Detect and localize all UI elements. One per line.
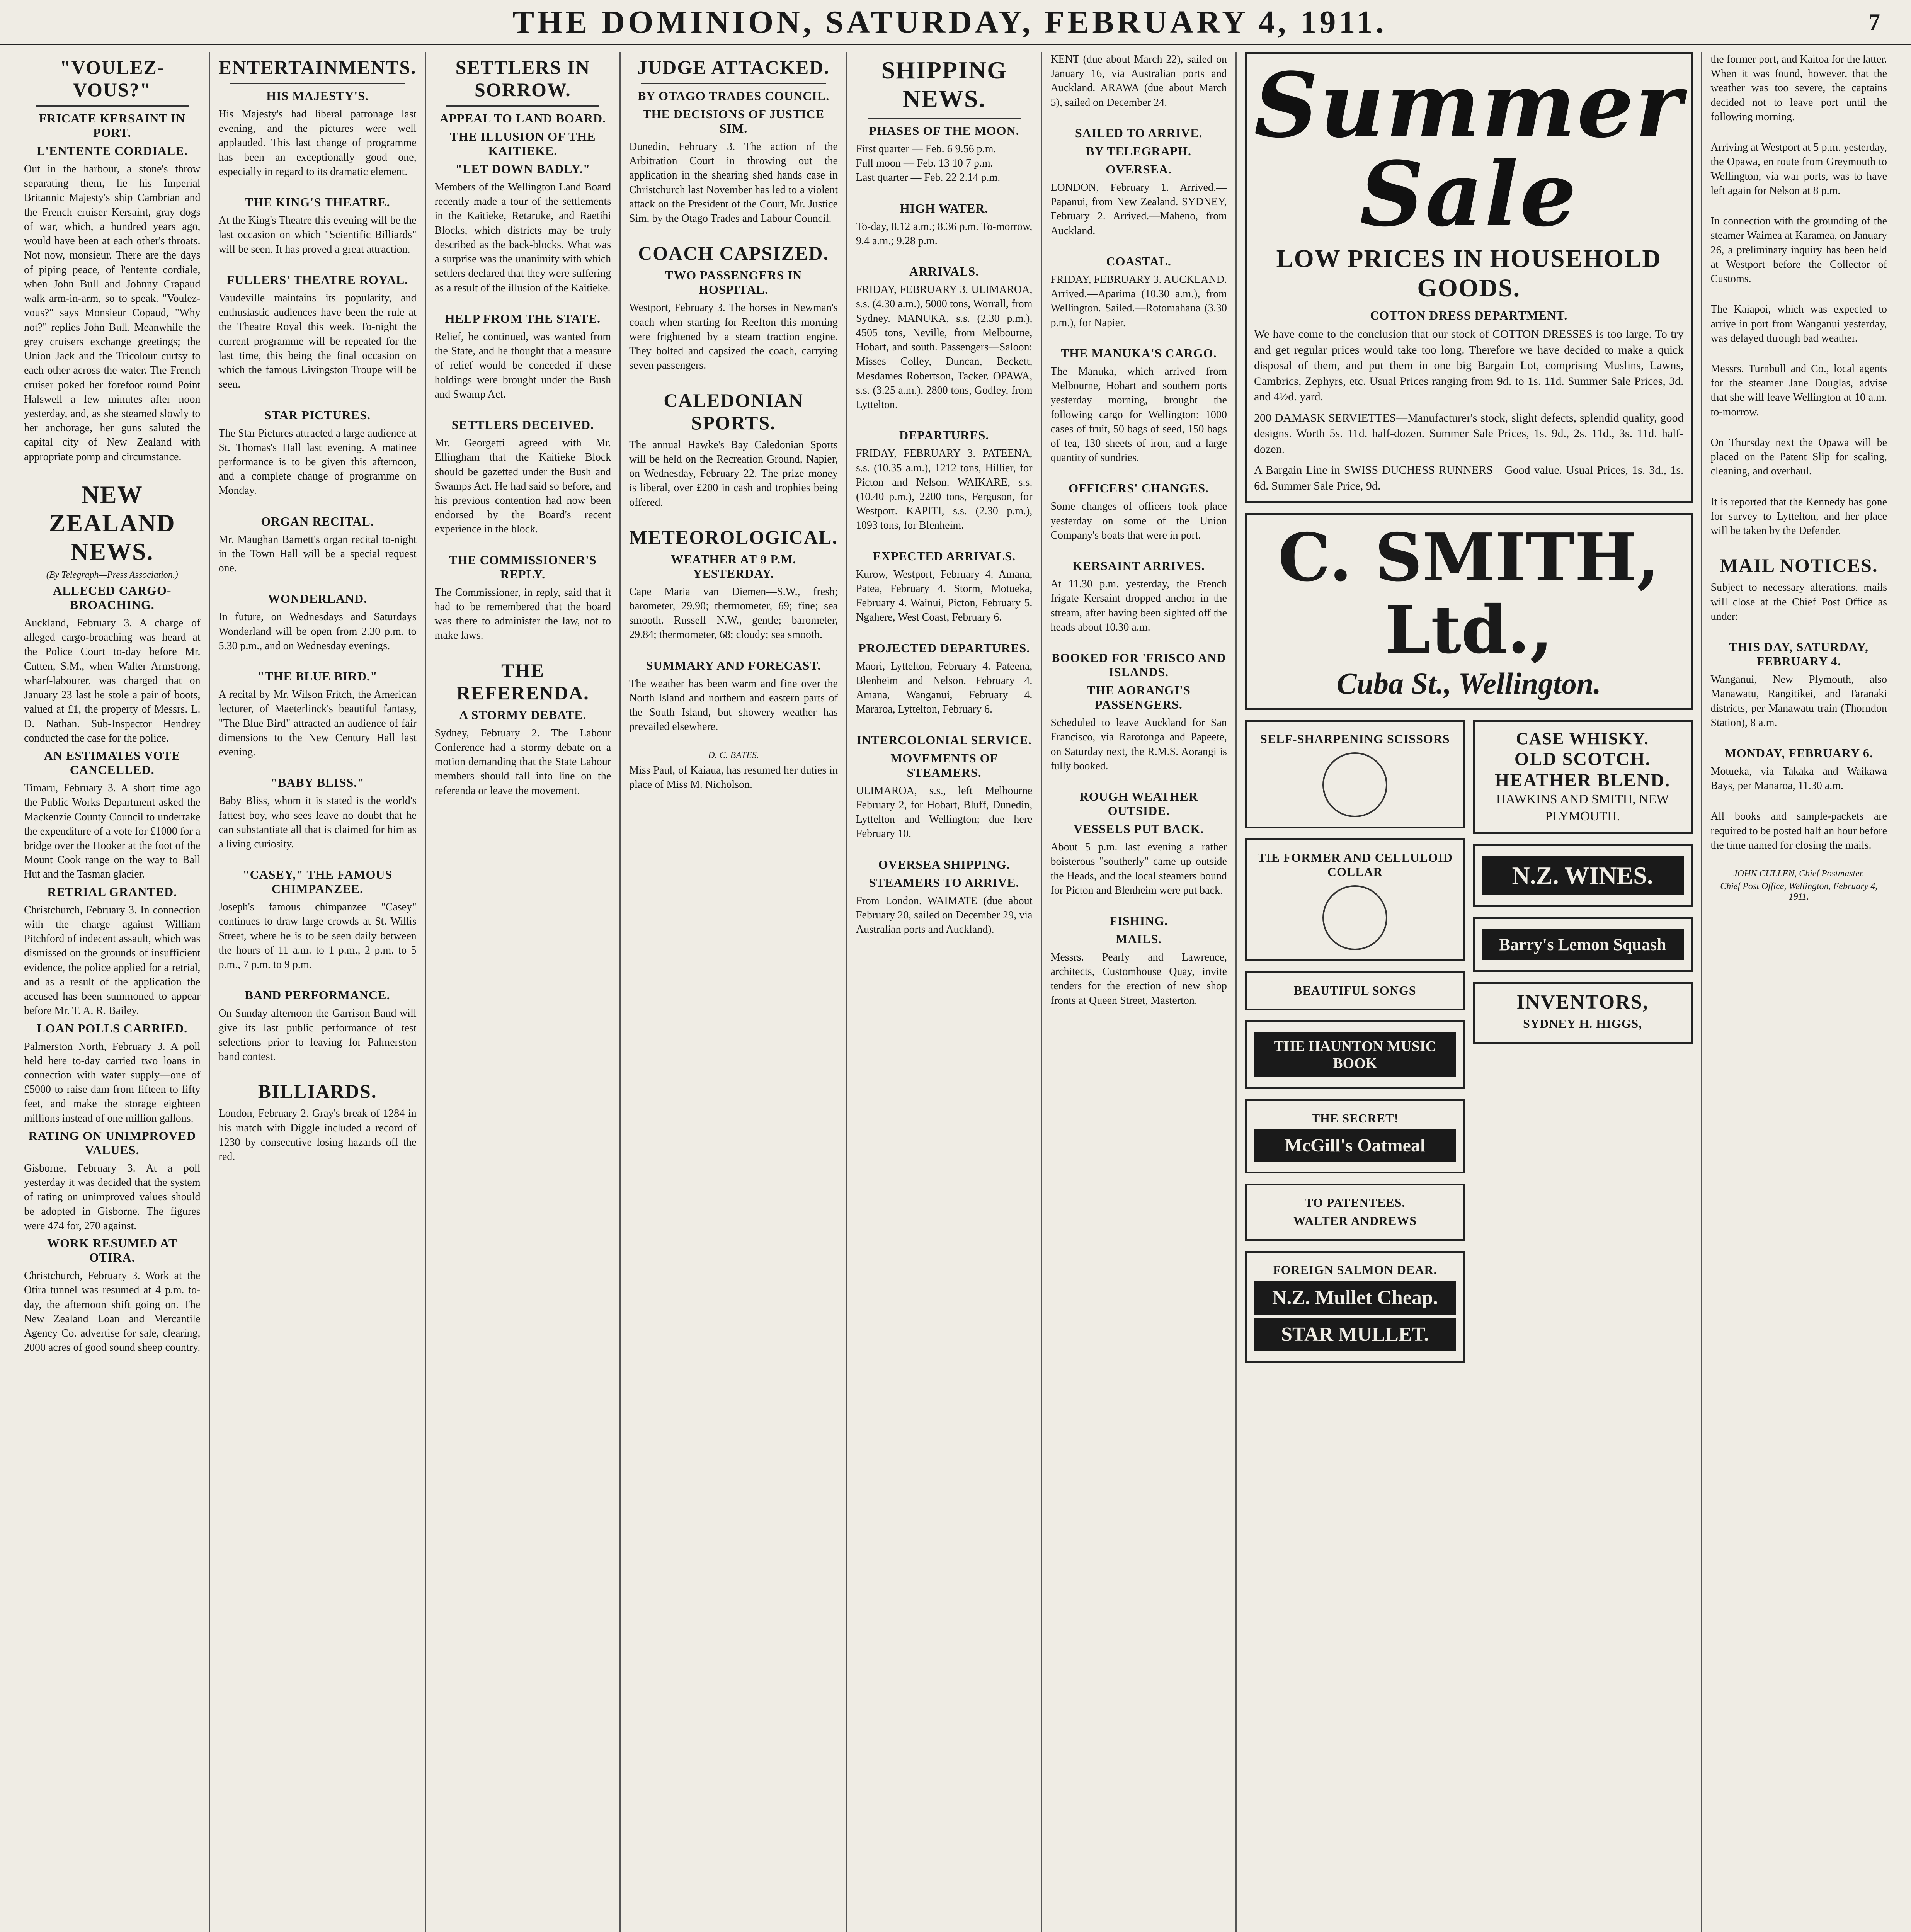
c-smith-ad [1245, 513, 1693, 710]
subhead: RATING ON UNIMPROVED VALUES. [28, 1128, 196, 1157]
article-text: A recital by Mr. Wilson Fritch, the American lecturer, of Maeterlinck's beautiful fantasy, "The Blue Bird" attracted an audience of fair dimensions to the New Century Hall last evening. [218, 689, 417, 759]
subhead: ARRIVALS. [909, 264, 979, 279]
article-text: The Manuka, which arrived from Melbourne, Hobart and southern ports yesterday morning, brought the following cargo for Wellington: 1000 cases of fruit, 50 bags of seed, 150 bags of tea, 130 sheets of iron, and a large quantity of sundries. [1050, 365, 1227, 464]
headline-judge-attacked: JUDGE ATTACKED. [637, 56, 830, 78]
signature: D. C. BATES. [708, 750, 759, 760]
scotch-heading: OLD SCOTCH. [1514, 749, 1651, 769]
column-2 [210, 52, 426, 1932]
scissors-icon [1322, 752, 1387, 817]
columns [15, 52, 1896, 1932]
moon-row: Full moon — Feb. 13 10 7 p.m. [856, 157, 993, 170]
article-text: The annual Hawke's Bay Caledonian Sports will be held on the Recreation Ground, Napier, on Wednesday, February 22. The prize money is liberal, over £200 in cash and trophies being offered. [629, 439, 838, 509]
mullet-heading: N.Z. Mullet Cheap. [1254, 1281, 1456, 1315]
moon-phase: First quarter [856, 143, 909, 155]
article-text: Vaudeville maintains its popularity, and enthusiastic audiences have been the rule at the Theatre Royal this week. To-night the current programme will be repeated for the last time, this being the final occasion on which the famous Livingston Troupe will be seen. [218, 292, 417, 391]
article-text: Sydney, February 2. The Labour Conference had a stormy debate on a motion demanding that the State Labour members should fall into line on the referenda or leave the movement. [434, 727, 611, 797]
subhead-fricate: FRICATE KERSAINT IN PORT. [39, 111, 185, 139]
headline-nz-news: NEW ZEALAND NEWS. [49, 480, 175, 565]
small-ads-left [1245, 720, 1465, 1373]
article-text: FRIDAY, FEBRUARY 3. ULIMAROA, s.s. (4.30 a.m.), 5000 tons, Worrall, from Sydney. MANUKA, s.s. (2.30 p.m.), 4505 tons, Neville, from Melbourne, Hobart, and south. Passengers—Saloon: Misses Colley, Duncan, Beckett, Mesdames Robertson, Tacker. OPAWA, s.s. (3.25 a.m.), 2800 tons, Godley, from Lyttelton. [856, 284, 1033, 411]
article-text: Palmerston North, February 3. A poll held here to-day carried two loans in connection with water supply—one of £5000 to raise dam from fifteen to fifty feet, and make the storage eighteen millions instead of one million gallons. [24, 1040, 201, 1124]
moon-phase: Full moon [856, 157, 901, 170]
higgs-name: SYDNEY H. HIGGS, [1523, 1017, 1642, 1031]
subhead: BOOKED FOR 'FRISCO AND ISLANDS. [1052, 651, 1226, 679]
subhead: APPEAL TO LAND BOARD. [439, 111, 606, 125]
cotton-text: We have come to the conclusion that our stock of COTTON DRESSES is too large. To try and get regular prices would take too long. Therefore we have decided to make a quick disposal of them, and put them in one big Bargain Lot, comprising Muslins, Lawns, Cambrics, Zephyrs, etc. Usual Prices ranging from 9d. to 1s. 11d. Summer Sale Prices, 3d. and 4½d. yard. [1254, 328, 1684, 403]
subhead: MONDAY, FEBRUARY 6. [1724, 746, 1873, 760]
subhead: MAILS. [1116, 932, 1162, 946]
article-text: Mr. Georgetti agreed with Mr. Ellingham that the Kaitieke Block should be gazetted under the Bush and Swamps Act. He had said so before, and his previous contention had now been endorsed by the Board's recent experience in the block. [434, 437, 611, 536]
patentees-ad [1245, 1184, 1465, 1241]
subhead: EXPECTED ARRIVALS. [873, 549, 1016, 563]
article-text: The Commissioner, in reply, said that it had to be remembered that the board was there to administer the law, not to make laws. [434, 586, 611, 642]
article-text: FRIDAY, FEBRUARY 3. AUCKLAND. Arrived.—Aparima (10.30 a.m.), from Wellington. Sailed.—Rotomahana (3.30 p.m.), for Napier. [1050, 273, 1227, 329]
article-text: Wanganui, New Plymouth, also Manawatu, Rangitikei, and Taranaki districts, per Manawatu train (Thorndon Station), 8 a.m. [1710, 673, 1887, 729]
songs-ad [1245, 971, 1465, 1010]
subhead: WEATHER AT 9 P.M. YESTERDAY. [670, 552, 796, 580]
subhead: THE COMMISSIONER'S REPLY. [449, 553, 597, 581]
headline-settlers: SETTLERS IN SORROW. [455, 56, 590, 100]
article-text: Joseph's famous chimpanzee "Casey" continues to draw large crowds at St. Willis Street, where he is to be seen daily between the hours of 11 a.m. to 1 p.m., 2 p.m. to 5 p.m., 7 p.m. to 9 p.m. [218, 901, 417, 971]
subhead: INTERCOLONIAL SERVICE. [856, 733, 1032, 747]
hawkins-text: HAWKINS AND SMITH, NEW PLYMOUTH. [1496, 792, 1669, 824]
column-3 [426, 52, 621, 1932]
moon-phase: Last quarter [856, 172, 908, 184]
moon-row: First quarter — Feb. 6 9.56 p.m. [856, 143, 996, 155]
article-text: Auckland, February 3. A charge of alleged cargo-broaching was heard at the Police Court to-day before Mr. Cutten, S.M., when Walter Armstrong, wharf-labourer, was charged that on January 23 last he stole a pair of boots, valued at £1, the property of Messrs. L. D. Nathan. Sub-Inspector Hendrey conducted the case for the police. [24, 617, 201, 744]
subhead: "LET DOWN BADLY." [455, 162, 590, 176]
article-text: Subject to necessary alterations, mails will close at the Chief Post Office as under: [1710, 582, 1887, 622]
postmaster-signature: JOHN CULLEN, Chief Postmaster. [1733, 869, 1865, 879]
moon-time: Feb. 13 10 7 p.m. [917, 157, 993, 170]
c-smith-name: C. SMITH, Ltd., [1278, 519, 1660, 668]
scissors-ad [1245, 720, 1465, 828]
article-text: FRIDAY, FEBRUARY 3. PATEENA, s.s. (10.35 a.m.), 1212 tons, Hillier, for Picton and Nelson. WAIKARE, s.s. (10.40 p.m.), 2200 tons, Ferguson, for Westport. KAPITI, s.s. (2.30 p.m.), 1093 tons, for Blenheim. [856, 447, 1033, 532]
low-prices-heading: LOW PRICES IN HOUSEHOLD GOODS. [1276, 245, 1661, 302]
subhead: "THE BLUE BIRD." [257, 669, 378, 684]
subhead: BY TELEGRAPH. [1086, 144, 1191, 158]
article-text: His Majesty's had liberal patronage last evening, and the pictures were well applauded. This last change of programme has been an exceptionally good one, especially in regard to its dramatic element. [218, 108, 417, 178]
subhead: RETRIAL GRANTED. [47, 884, 177, 899]
subhead: THE AORANGI'S PASSENGERS. [1087, 683, 1191, 712]
secret-heading: THE SECRET! [1311, 1111, 1399, 1125]
subhead: A STORMY DEBATE. [459, 707, 587, 722]
subhead: VESSELS PUT BACK. [1073, 822, 1204, 836]
subhead: THIS DAY, SATURDAY, FEBRUARY 4. [1729, 640, 1868, 668]
article-text: In connection with the grounding of the steamer Waimea at Karamea, on January 26, a preliminary inquiry has been held at Westport before the Collector of Customs. [1710, 215, 1887, 285]
subhead: FISHING. [1110, 913, 1168, 928]
headline-coach-capsized: COACH CAPSIZED. [638, 242, 829, 264]
subhead: SAILED TO ARRIVE. [1075, 126, 1203, 140]
lemon-squash-heading: Barry's Lemon Squash [1482, 929, 1684, 960]
subhead: PROJECTED DEPARTURES. [858, 641, 1030, 655]
divider [36, 105, 189, 107]
article-text: Baby Bliss, whom it is stated is the world's fattest boy, who sees leave no doubt that he can substantiate all that is claimed for him as a living curiosity. [218, 795, 417, 850]
article-text: Christchurch, February 3. Work at the Otira tunnel was resumed at 4 p.m. to-day, the afternoon shift going on. The New Zealand Loan and Mercantile Agency Co. advertise for sale, clearing, 2000 acres of good sound sheep country. [24, 1270, 201, 1354]
article-text: The weather has been warm and fine over the North Island and northern and eastern parts of the South Island, but showery weather has prevailed elsewhere. [629, 677, 838, 733]
sale-title: Sale [1360, 142, 1578, 247]
article-text: Kurow, Westport, February 4. Amana, Patea, February 4. Storm, Motueka, February 4. Wainui, Picton, February 5. Ngahere, West Coast, February 6. [856, 568, 1033, 624]
small-ads-row [1245, 720, 1693, 1373]
scissors-heading: SELF-SHARPENING SCISSORS [1260, 732, 1450, 746]
star-mullet-heading: STAR MULLET. [1254, 1318, 1456, 1351]
headline-billiards: BILLIARDS. [258, 1080, 377, 1102]
article-text: On Thursday next the Opawa will be placed on the Patent Slip for scaling, cleaning, and overhaul. [1710, 436, 1887, 478]
headline-referenda: THE REFERENDA. [456, 659, 589, 704]
article-text: Scheduled to leave Auckland for San Francisco, via Rarotonga and Papeete, on Saturday next, the R.M.S. Aorangi is fully booked. [1050, 717, 1227, 772]
wines-ad [1473, 844, 1693, 907]
article-text: Some changes of officers took place yesterday on some of the Union Company's boats that were in port. [1050, 500, 1227, 541]
post-office-date: Chief Post Office, Wellington, February 4, 1911. [1720, 881, 1878, 902]
moon-time: Feb. 6 9.56 p.m. [925, 143, 996, 155]
moon-time: Feb. 22 2.14 p.m. [924, 172, 1001, 184]
subhead: THE ILLUSION OF THE KAITIEKE. [450, 129, 596, 158]
subhead-entente: L'ENTENTE CORDIALE. [36, 144, 188, 158]
column-8 [1702, 52, 1896, 1932]
article-text: About 5 p.m. last evening a rather boisterous "southerly" came up outside the Heads, and the local steamers bound for Picton and Blenheim were put back. [1050, 841, 1227, 896]
music-book-ad [1245, 1020, 1465, 1089]
article-text: Timaru, February 3. A short time ago the Public Works Department asked the Mackenzie County Council to undertake the expenditure of a vote for £1000 for a bridge over the Hooker at the foot of the Mount Cook range on the way to Ball Hut and the Tasman glacier. [24, 782, 201, 881]
subhead: OFFICERS' CHANGES. [1069, 481, 1209, 495]
divider [446, 105, 600, 107]
article-text: Members of the Wellington Land Board recently made a tour of the settlements in the Kaitieke, Retaruke, and Raetihi Blocks, which districts may be truly described as the back-blocks. What was a surprise was the unanimity with which settlers declared that they were suffering as a result of the illusion of the Kaitieke. [434, 181, 611, 294]
article-text: Maori, Lyttelton, February 4. Pateena, Blenheim and Nelson, February 4. Amana, Wanganui, February 4. Mararoa, Lyttelton, February 6. [856, 660, 1033, 716]
subhead: SUMMARY AND FORECAST. [646, 658, 821, 672]
article-text: Motueka, via Takaka and Waikawa Bays, per Manaroa, 11.30 a.m. [1710, 765, 1887, 792]
subhead: ORGAN RECITAL. [261, 514, 374, 528]
masthead-title: THE DOMINION, SATURDAY, FEBRUARY 4, 1911. [512, 4, 1387, 40]
column-5 [847, 52, 1042, 1932]
article-text: Messrs. Pearly and Lawrence, architects, Customhouse Quay, invite tenders for the erection of new shop fronts at Queen Street, Masterton. [1050, 951, 1227, 1007]
subhead: ROUGH WEATHER OUTSIDE. [1079, 789, 1198, 818]
subhead: HIS MAJESTY'S. [266, 89, 369, 103]
inventors-heading: INVENTORS, [1516, 991, 1649, 1014]
serviettes-text: 200 DAMASK SERVIETTES—Manufacturer's stock, slight defects, splendid quality, good designs. Worth 5s. 11d. half-dozen. Summer Sale Prices, 1s. 9d., 2s. 11d., 3s. 11d. half-dozen. [1254, 411, 1684, 456]
heather-heading: HEATHER BLEND. [1495, 770, 1671, 791]
collar-heading: TIE FORMER AND CELLULOID COLLAR [1257, 850, 1453, 879]
patentees-heading: TO PATENTEES. [1305, 1196, 1406, 1209]
divider [868, 118, 1021, 119]
article-text: To-day, 8.12 a.m.; 8.36 p.m. To-morrow, 9.4 a.m.; 9.28 p.m. [856, 220, 1033, 247]
article-text: Cape Maria van Diemen—S.W., fresh; barometer, 29.90; thermometer, 69; fine; sea smooth. Russell—N.W., gentle; barometer, 29.84; thermometer, 68; cloudy; sea smooth. [629, 585, 838, 641]
secret-ad [1245, 1099, 1465, 1173]
article-text: Messrs. Turnbull and Co., local agents for the steamer Jane Douglas, advise that she will leave Wellington at 10 a.m. to-morrow. [1710, 362, 1887, 418]
whisky-heading: CASE WHISKY. [1516, 729, 1649, 748]
subhead: WONDERLAND. [267, 592, 368, 606]
small-ads-right [1473, 720, 1693, 1373]
article-text: Christchurch, February 3. In connection with the charge against William Pitchford of indecent assault, which was dismissed on the grounds of insufficient evidence, the police applied for a retrial, and as a result of the application the accused has been summoned to appear before Mr. T. A. R. Bailey. [24, 904, 201, 1017]
summer-title: Summer [1254, 53, 1684, 158]
subhead: SETTLERS DECEIVED. [451, 418, 594, 432]
music-book-heading: THE HAUNTON MUSIC BOOK [1254, 1032, 1456, 1077]
subhead: THE MANUKA'S CARGO. [1060, 346, 1217, 360]
subhead: TWO PASSENGERS IN HOSPITAL. [665, 268, 802, 297]
subhead: BY OTAGO TRADES COUNCIL. [637, 89, 830, 103]
subhead: FULLERS' THEATRE ROYAL. [226, 272, 408, 287]
article-text: LONDON, February 1. Arrived.—Papanui, from New Zealand. SYDNEY, February 2. Arrived.—Maheno, from Auckland. [1050, 181, 1227, 237]
article-text: The Star Pictures attracted a large audience at St. Thomas's Hall last evening. A matinee performance is to be given this afternoon, and a complete change of programme on Monday. [218, 427, 417, 497]
article-text: London, February 2. Gray's break of 1284 in his match with Diggle included a record of 1230 by consecutive losing hazards off the red. [218, 1107, 417, 1163]
article-text: It is reported that the Kennedy has gone for survey to Lyttelton, and her place will be taken by the Defender. [1710, 496, 1887, 537]
headline-entertainments: ENTERTAINMENTS. [218, 56, 417, 78]
article-text: Mr. Maughan Barnett's organ recital to-night in the Town Hall will be a special request one. [218, 533, 417, 575]
subhead: HELP FROM THE STATE. [445, 311, 601, 325]
article-text: Westport, February 3. The horses in Newman's coach when starting for Reefton this morning were frightened by a steam traction engine. They bolted and capsized the coach, carrying seven passengers. [629, 302, 838, 372]
subhead: HIGH WATER. [900, 201, 989, 215]
oatmeal-heading: McGill's Oatmeal [1254, 1129, 1456, 1162]
headline-voulez-vous: "VOULEZ-VOUS?" [60, 56, 165, 100]
bargain-text: A Bargain Line in SWISS DUCHESS RUNNERS—Good value. Usual Prices, 1s. 3d., 1s. 6d. Summer Sale Price, 9d. [1254, 464, 1684, 492]
subhead: "CASEY," THE FAMOUS CHIMPANZEE. [242, 867, 393, 896]
subhead: MOVEMENTS OF STEAMERS. [890, 751, 998, 779]
article-text: Arriving at Westport at 5 p.m. yesterday, the Opawa, en route from Greymouth to Wellington, via war ports, was to have left again for Nelson at 8 p.m. [1710, 141, 1887, 197]
article-text: KENT (due about March 22), sailed on January 16, via Australian ports and Auckland. ARAWA (due about March 5), sailed on December 24. [1050, 53, 1227, 109]
article-text: Dunedin, February 3. The action of the Arbitration Court in throwing out the application in the shearing shed hands case in Christchurch last November has led to a violent attack on the President of the Court, Mr. Justice Sim, by the Otago Trades and Labour Council. [629, 141, 838, 225]
page-number: 7 [1868, 9, 1880, 35]
column-1 [15, 52, 210, 1932]
article-text: Miss Paul, of Kaiaua, has resumed her duties in place of Miss M. Nicholson. [629, 764, 838, 791]
column-4 [621, 52, 847, 1932]
headline-caledonian-sports: CALEDONIAN SPORTS. [664, 389, 803, 434]
moon-phases [856, 142, 1033, 185]
subhead: THE KING'S THEATRE. [245, 195, 390, 209]
article-text: Out in the harbour, a stone's throw separating them, lie his Imperial Britannic Majesty's ship Cambrian and the French cruiser Kersaint, gray dogs of war, which, a hundred years ago, would have been at each other's throats. Not now, monsieur. There are the days of piping peace, of l'entente cordiale, when John Bull and Johnny Crapaud walk arm-in-arm, so to speak. "Voulez-vous?" says Monsieur Copaud, "Why not?" replies John Bull. Meanwhile the grey cruisers exchange greetings; the Union Jack and the Tricolour curtsy to each other across the water. The French cruiser poked her forefoot round Point Halswell a few minutes after noon yesterday, and, as she steamed slowly to her anchorage, her guns saluted the capital city of New Zealand with appropriate pomp and circumstance. [24, 163, 201, 463]
subhead: COASTAL. [1106, 254, 1171, 268]
subhead: "BABY BLISS." [271, 776, 365, 790]
collar-icon [1322, 885, 1387, 950]
subhead: STAR PICTURES. [264, 408, 371, 422]
article-text: All books and sample-packets are required to be posted half an hour before the time named for closing the mails. [1710, 810, 1887, 851]
press-credit: (By Telegraph—Press Association.) [46, 570, 178, 580]
walter-andrews: WALTER ANDREWS [1293, 1214, 1417, 1228]
subhead: OVERSEA SHIPPING. [878, 857, 1010, 871]
moon-row: Last quarter — Feb. 22 2.14 p.m. [856, 172, 1001, 184]
cotton-heading: COTTON DRESS DEPARTMENT. [1370, 308, 1568, 322]
column-6 [1042, 52, 1237, 1932]
subhead: BAND PERFORMANCE. [245, 988, 390, 1002]
article-text: At the King's Theatre this evening will be the last occasion on which "Scientific Billiards" will be seen. It has proved a great attraction. [218, 214, 417, 255]
article-text: Relief, he continued, was wanted from the State, and he thought that a measure of relief would be conceded if these holdings were brought under the Bush and Swamp Act. [434, 330, 611, 400]
divider [641, 83, 826, 84]
article-text: ULIMAROA, s.s., left Melbourne February 2, for Hobart, Bluff, Dunedin, Lyttelton and Wellington; due here February 10. [856, 784, 1033, 840]
subhead: STEAMERS TO ARRIVE. [869, 875, 1019, 889]
article-text: The Kaiapoi, which was expected to arrive in port from Wanganui yesterday, was delayed through bad weather. [1710, 303, 1887, 344]
subhead: WORK RESUMED AT OTIRA. [47, 1236, 177, 1265]
divider [230, 83, 405, 84]
subhead: AN ESTIMATES VOTE CANCELLED. [44, 748, 180, 777]
mullet-ad [1245, 1251, 1465, 1363]
article-text: At 11.30 p.m. yesterday, the French frigate Kersaint dropped anchor in the stream, after having been sighted off the heads about 10.30 a.m. [1050, 578, 1227, 633]
subhead: ALLECED CARGO-BROACHING. [53, 583, 172, 612]
headline-mail-notices: MAIL NOTICES. [1720, 554, 1878, 577]
summer-sale-ad [1245, 52, 1693, 503]
article-text: Gisborne, February 3. At a poll yesterday it was decided that the system of rating on unimproved values should be adopted in Gisborne. The figures were 474 for, 270 against. [24, 1162, 201, 1232]
whisky-ad [1473, 720, 1693, 834]
inventors-ad [1473, 982, 1693, 1044]
article-text: In future, on Wednesdays and Saturdays Wonderland will be open from 2.30 p.m. to 5.30 p.m., and on Wednesday evenings. [218, 611, 417, 652]
subhead: DEPARTURES. [899, 428, 989, 442]
masthead [0, 0, 1911, 46]
article-text: From London. WAIMATE (due about February 20, sailed on December 29, via Australian ports and Auckland). [856, 895, 1033, 935]
subhead: THE DECISIONS OF JUSTICE SIM. [643, 107, 825, 135]
songs-heading: BEAUTIFUL SONGS [1294, 983, 1416, 997]
lemon-squash-ad [1473, 917, 1693, 972]
salmon-heading: FOREIGN SALMON DEAR. [1273, 1263, 1437, 1277]
headline-meteorological: METEOROLOGICAL. [629, 526, 838, 548]
subhead: KERSAINT ARRIVES. [1072, 559, 1205, 573]
collar-ad [1245, 838, 1465, 961]
subhead: PHASES OF THE MOON. [869, 124, 1019, 138]
wines-heading: N.Z. WINES. [1482, 856, 1684, 895]
c-smith-address: Cuba St., Wellington. [1336, 667, 1601, 700]
article-text: the former port, and Kaitoa for the latter. When it was found, however, that the weather was too severe, the captains decided not to leave port until the following morning. [1710, 53, 1887, 123]
subhead: OVERSEA. [1106, 162, 1172, 176]
article-text: On Sunday afternoon the Garrison Band will give its last public performance of test selections prior to leaving for Palmerston band contest. [218, 1007, 417, 1063]
headline-shipping-news: SHIPPING NEWS. [881, 56, 1007, 112]
column-7-advertisements [1237, 52, 1702, 1932]
subhead: LOAN POLLS CARRIED. [37, 1021, 188, 1035]
